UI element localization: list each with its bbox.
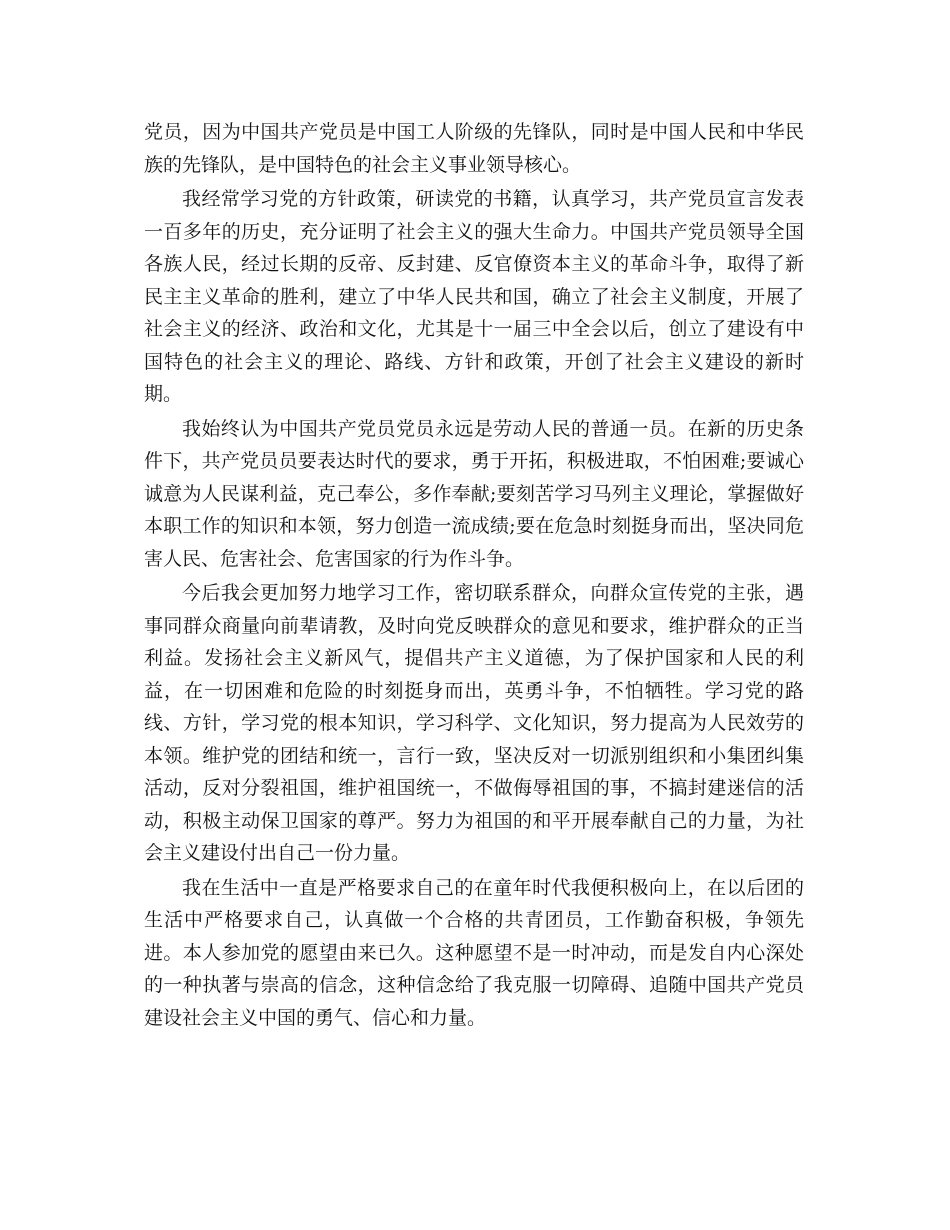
document-body <box>144 116 804 1036</box>
paragraph-future-commitment: 今后我会更加努力地学习工作，密切联系群众，向群众宣传党的主张，遇事同群众商量向前辈请教，及时向党反映群众的意见和要求，维护群众的正当利益。发扬社会主义新风气，提倡共产主义道德，为了保护国家和人民的利益，在一切困难和危险的时刻挺身而出，英勇斗争，不怕牺牲。学习党的路线、方针，学习党的根本知识，学习科学、文化知识，努力提高为人民效劳的本领。维护党的团结和统一，言行一致，坚决反对一切派别组织和小集团纠集活动，反对分裂祖国，维护祖国统一，不做侮辱祖国的事，不搞封建迷信的活动，积极主动保卫国家的尊严。努力为祖国的和平开展奉献自己的力量，为社会主义建设付出自己一份力量。 <box>144 582 804 864</box>
paragraph-study-policy: 我经常学习党的方针政策，研读党的书籍，认真学习，共产党员宣言发表一百多年的历史，充分证明了社会主义的强大生命力。中国共产党员领导全国各族人民，经过长期的反帝、反封建、反官僚资本主义的革命斗争，取得了新民主主义革命的胜利，建立了中华人民共和国，确立了社会主义制度，开展了社会主义的经济、政治和文化，尤其是十一届三中全会以后，创立了建设有中国特色的社会主义的理论、路线、方针和政策，开创了社会主义建设的新时期。 <box>144 188 804 405</box>
paragraph-continuation: 党员，因为中国共产党员是中国工人阶级的先锋队，同时是中国人民和中华民族的先锋队，是中国特色的社会主义事业领导核心。 <box>144 121 804 176</box>
paragraph-personal-life: 我在生活中一直是严格要求自己的在童年时代我便积极向上，在以后团的生活中严格要求自己，认真做一个合格的共青团员，工作勤奋积极，争领先进。本人参加党的愿望由来已久。这种愿望不是一时冲动，而是发自内心深处的一种执著与崇高的信念，这种信念给了我克服一切障碍、追随中国共产党员建设社会主义中国的勇气、信心和力量。 <box>144 876 804 1029</box>
paragraph-party-member-role: 我始终认为中国共产党员党员永远是劳动人民的普通一员。在新的历史条件下，共产党员员要表达时代的要求，勇于开拓，积极进取，不怕困难;要诚心诚意为人民谋利益，克己奉公，多作奉献;要刻苦学习马列主义理论，掌握做好本职工作的知识和本领，努力创造一流成绩;要在危急时刻挺身而出，坚决同危害人民、危害社会、危害国家的行为作斗争。 <box>144 417 804 570</box>
